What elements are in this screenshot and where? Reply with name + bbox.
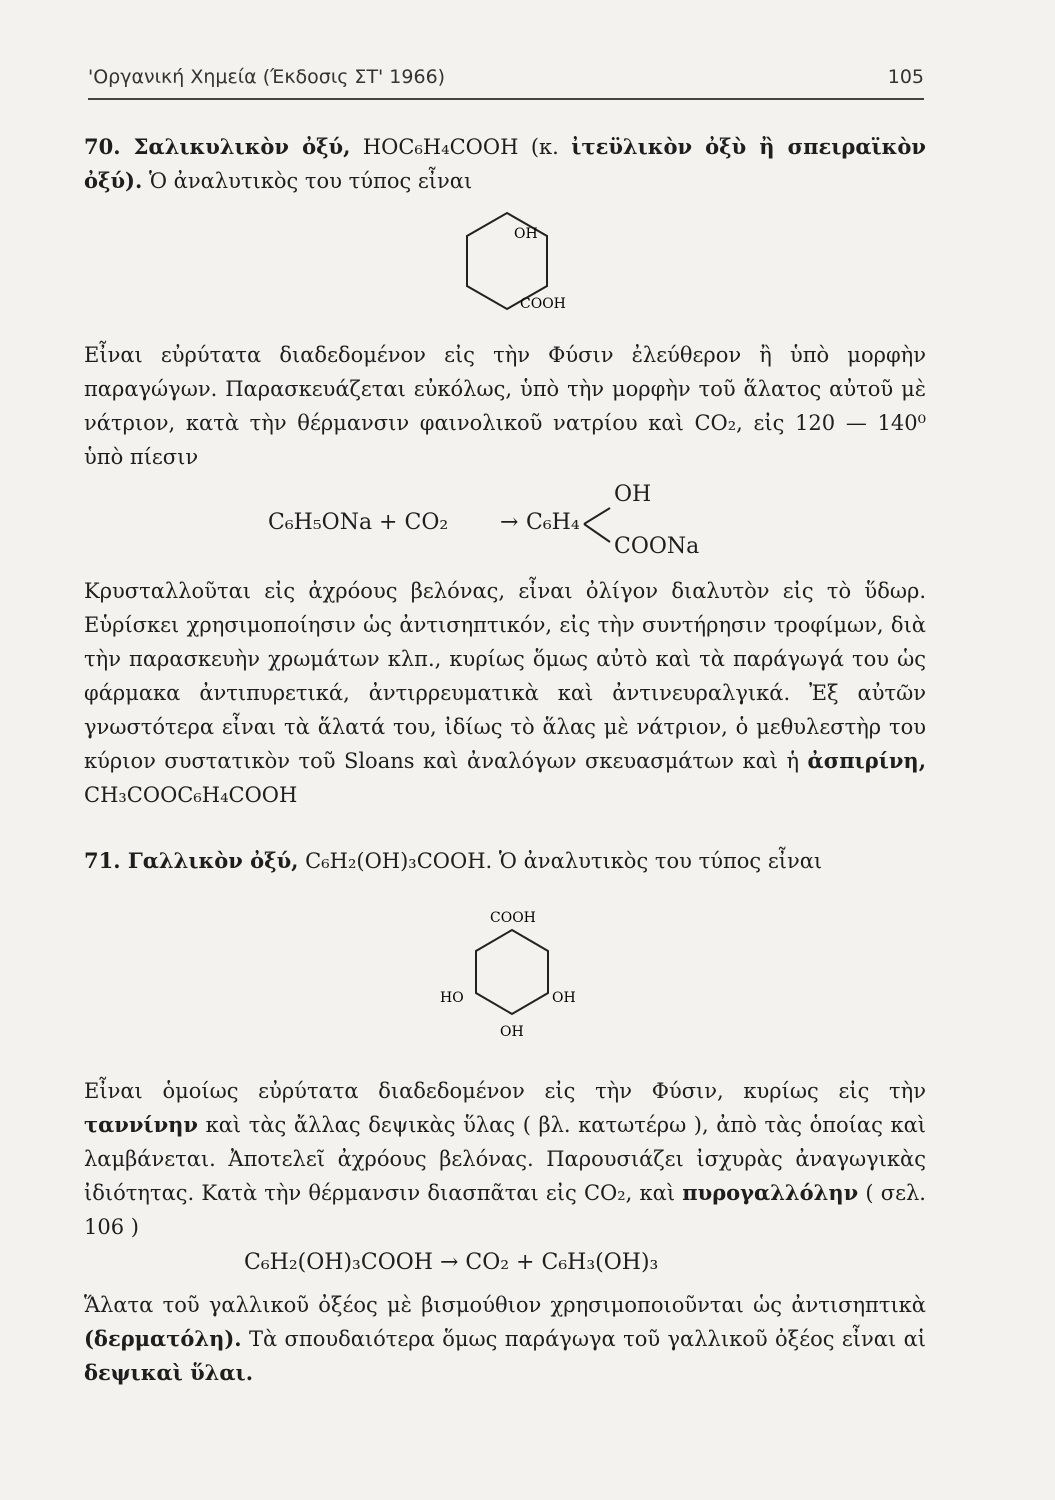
oh-group-label: OH: [514, 226, 538, 242]
equation-reactants: C₆H₅ONa + CO₂: [268, 510, 449, 535]
section-70-alt-names: ἰτεϋλικὸν ὀξὺ ἢ σπειραϊκὸν ὀξύ).: [84, 134, 926, 193]
equation-arrow: →: [500, 510, 519, 535]
dermatol-term: (δερματόλη).: [84, 1326, 242, 1351]
cooh-group-label: COOH: [490, 910, 536, 926]
section-71-p1-c: καὶ τὰς ἄλλας δεψικὰς ὕλας ( βλ. κατωτέρω ), ἀπὸ τὰς ὁποίας καὶ λαμβάνεται. Ἀποτελεῖ ἀχρόους βελόνας. Παρουσιάζει ἰσχυρὰς ἀναγωγικὰς ἰδιότητας. Κατὰ τὴν θέρμανσιν διασπᾶται εἰς CO₂, καὶ: [84, 1113, 926, 1205]
section-70-intro: Ὁ ἀναλυτικὸς του τύπος εἶναι: [148, 169, 473, 193]
section-70-heading: [84, 130, 926, 198]
gallic-decomposition-equation: C₆H₂(OH)₃COOH → CO₂ + C₆H₃(OH)₃: [244, 1250, 659, 1275]
section-70-formula: HOC₆H₄COOH: [362, 135, 519, 159]
section-70-title: 70. Σαλικυλικὸν ὀξύ,: [84, 134, 351, 159]
aspirin-term: ἀσπιρίνη,: [807, 748, 926, 773]
gallic-acid-structure: [420, 906, 600, 1046]
section-71-p2-a: Ἅλατα τοῦ γαλλικοῦ ὀξέος μὲ βισμούθιον χρησιμοποιοῦνται ὡς ἀντισηπτικὰ: [84, 1293, 926, 1317]
oh-bottom-label: OH: [500, 1024, 524, 1040]
section-70-paragraph-1: Εἶναι εὐρύτατα διαδεδομένον εἰς τὴν Φύσιν ἐλεύθερον ἢ ὑπὸ μορφὴν παραγώγων. Παρασκευάζεται εὐκόλως, ὑπὸ τὴν μορφὴν τοῦ ἅλατος αὐτοῦ μὲ νάτριον, κατὰ τὴν θέρμανσιν φαινολικοῦ νατρίου καὶ CO₂, εἰς 120 — 140⁰ ὑπὸ πίεσιν: [84, 343, 926, 469]
salicylic-acid-structure: [440, 208, 600, 328]
equation-product-core: C₆H₄: [526, 510, 580, 535]
section-71-paragraph-1: [84, 1074, 926, 1244]
section-71-heading: [84, 844, 926, 878]
benzene-ring: [476, 930, 548, 1014]
tannin-term: ταννίνην: [84, 1112, 199, 1137]
section-70-alt-open: (κ.: [530, 135, 559, 159]
section-71-formula: C₆H₂(OH)₃COOH.: [305, 849, 493, 873]
ho-group-label: HO: [440, 990, 464, 1006]
salicylate-reaction-equation: [268, 482, 700, 566]
pyrogallol-term: πυρογαλλόλην: [682, 1180, 859, 1205]
equation-oh: OH: [614, 482, 652, 507]
section-70-paragraph-2-text: Κρυσταλλοῦται εἰς ἀχρόους βελόνας, εἶναι ὀλίγον διαλυτὸν εἰς τὸ ὕδωρ. Εὑρίσκει χρησιμοποίησιν ὡς ἀντισηπτικόν, εἰς τὴν συντήρησιν τροφίμων, διὰ τὴν παρασκευὴν χρωμάτων κλπ., κυρίως ὅμως αὐτὸ καὶ τὰ παράγωγά του ὡς φάρμακα ἀντιπυρετικά, ἀντιρρευματικὰ καὶ ἀντινευραλγικά. Ἐξ αὐτῶν γνωστότερα εἶναι τὰ ἅλατά του, ἰδίως τὸ ἅλας μὲ νάτριον, ὁ μεθυλεστὴρ του κύριον συστατικὸν τοῦ Sloans καὶ ἀναλόγων σκευασμάτων καὶ ἡ: [84, 579, 926, 773]
equation-coona: COONa: [614, 534, 700, 559]
aspirin-formula: CH₃COOC₆H₄COOH: [84, 783, 298, 807]
section-71-p2-c: Τὰ σπουδαιότερα ὅμως παράγωγα τοῦ γαλλικοῦ ὀξέος εἶναι αἱ: [248, 1327, 926, 1351]
tanning-substances-term: δεψικαὶ ὕλαι.: [84, 1360, 254, 1385]
page-header: [88, 58, 924, 100]
cooh-group-label: COOH: [520, 296, 566, 312]
page-number: 105: [887, 66, 924, 88]
section-71-paragraph-2: [84, 1288, 926, 1390]
branch-lines: [582, 500, 612, 550]
running-title: 'Οργανική Χημεία (Έκδοσις ΣΤ' 1966): [88, 66, 446, 88]
section-71-p1-a: Εἶναι ὁμοίως εὐρύτατα διαδεδομένον εἰς τὴν Φύσιν, κυρίως εἰς τὴν: [84, 1079, 926, 1103]
oh-right-label: OH: [552, 990, 576, 1006]
section-71-p1-d: ( σελ. 106 ): [84, 1181, 926, 1239]
section-71-title: 71. Γαλλικὸν ὀξύ,: [84, 848, 299, 873]
section-71-intro: Ὁ ἀναλυτικὸς του τύπος εἶναι: [498, 849, 823, 873]
section-70-paragraph-2: [84, 574, 926, 812]
